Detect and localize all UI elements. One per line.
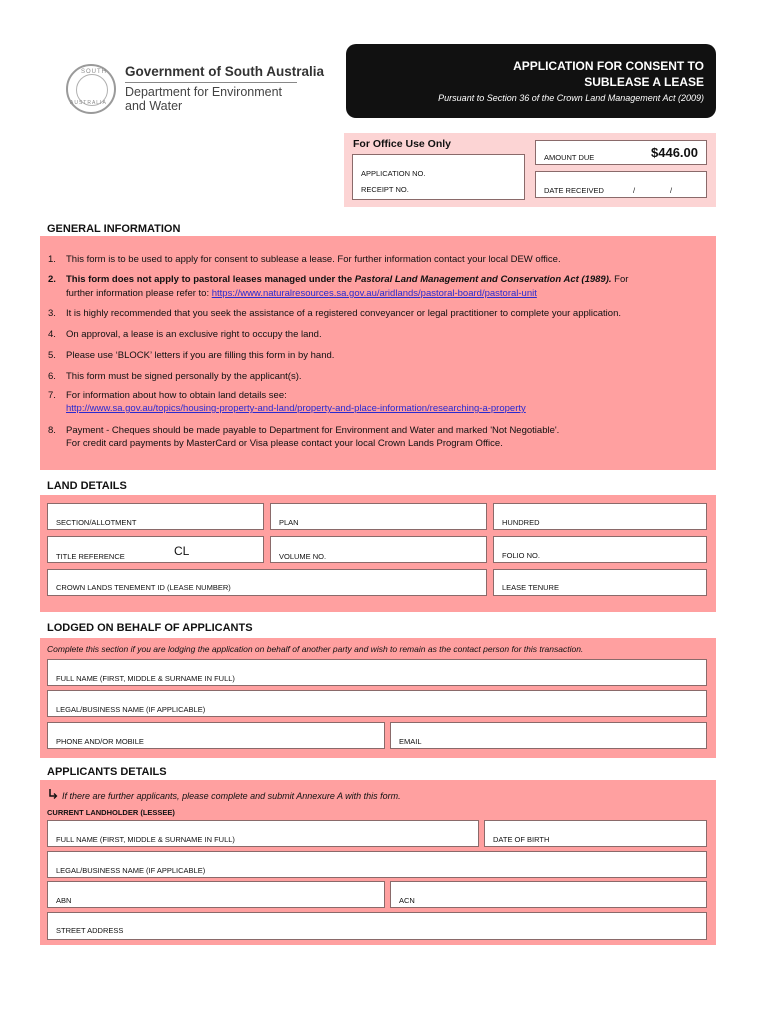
volume-no-label: VOLUME NO. xyxy=(279,552,327,561)
department-name xyxy=(125,85,282,113)
info-item-2-bold: This form does not apply to pastoral leases managed under the xyxy=(66,274,355,285)
info-item-5 xyxy=(48,349,334,362)
info-item-3-text: It is highly recommended that you seek the assistance of a registered conveyancer or legal practitioner to complete your application. xyxy=(66,308,621,319)
pastoral-unit-link[interactable]: https://www.naturalresources.sa.gov.au/aridlands/pastoral-board/pastoral-unit xyxy=(211,288,537,299)
application-no-label: APPLICATION NO. xyxy=(361,169,426,178)
info-item-2-act: Pastoral Land Management and Conservation Act (1989). xyxy=(354,274,612,285)
date-separator-2: / xyxy=(670,186,673,195)
street-address-label: STREET ADDRESS xyxy=(56,926,124,935)
amount-due-label: AMOUNT DUE xyxy=(544,153,595,162)
receipt-no-label: RECEIPT NO. xyxy=(361,185,409,194)
applicants-heading: APPLICANTS DETAILS xyxy=(47,766,167,778)
info-item-5-number: 5. xyxy=(48,350,56,361)
info-item-7-number: 7. xyxy=(48,390,56,401)
section-allotment-field[interactable] xyxy=(47,503,264,530)
current-landholder-label: CURRENT LANDHOLDER (LESSEE) xyxy=(47,808,175,817)
amount-due-field[interactable] xyxy=(535,140,707,165)
lodged-email-field[interactable] xyxy=(390,722,707,749)
folio-no-field[interactable] xyxy=(493,536,707,563)
info-item-6 xyxy=(48,370,302,383)
info-item-2-line2 xyxy=(66,287,537,300)
info-item-4-number: 4. xyxy=(48,329,56,340)
info-item-5-text: Please use ‘BLOCK’ letters if you are filling this form in by hand. xyxy=(66,350,335,361)
lodged-note: Complete this section if you are lodging the application on behalf of another party and wish to remain as the contact person for this transaction. xyxy=(47,644,584,654)
info-item-1 xyxy=(48,253,561,266)
title-reference-value: CL xyxy=(174,544,190,558)
info-item-2 xyxy=(48,273,628,286)
info-item-7-text: For information about how to obtain land details see: xyxy=(66,390,287,401)
lodged-phone-field[interactable] xyxy=(47,722,385,749)
form-title-line-2: SUBLEASE A LEASE xyxy=(584,75,704,89)
title-reference-field[interactable] xyxy=(47,536,264,563)
info-item-2-tail: For xyxy=(611,274,629,285)
date-of-birth-label: DATE OF BIRTH xyxy=(493,835,550,844)
application-receipt-field[interactable] xyxy=(352,154,525,200)
info-item-4-text: On approval, a lease is an exclusive right to occupy the land. xyxy=(66,329,322,340)
office-use-box xyxy=(344,133,716,207)
applicant-full-name-label: FULL NAME (FIRST, MIDDLE & SURNAME IN FULL) xyxy=(56,835,235,844)
plan-field[interactable] xyxy=(270,503,487,530)
applicants-note: If there are further applicants, please complete and submit Annexure A with this form. xyxy=(62,791,401,801)
header-divider xyxy=(125,82,297,83)
info-item-4 xyxy=(48,328,322,341)
crown-lands-id-label: CROWN LANDS TENEMENT ID (LEASE NUMBER) xyxy=(56,583,231,592)
date-received-label: DATE RECEIVED xyxy=(544,186,604,195)
lodged-heading: LODGED ON BEHALF OF APPLICANTS xyxy=(47,622,253,634)
plan-label: PLAN xyxy=(279,518,299,527)
acn-field[interactable] xyxy=(390,881,707,908)
info-item-8-number: 8. xyxy=(48,425,56,436)
lodged-email-label: EMAIL xyxy=(399,737,422,746)
section-allotment-label: SECTION/ALLOTMENT xyxy=(56,518,137,527)
lease-tenure-field[interactable] xyxy=(493,569,707,596)
folio-no-label: FOLIO NO. xyxy=(502,551,540,560)
info-item-3 xyxy=(48,307,621,320)
lodged-business-name-field[interactable] xyxy=(47,690,707,717)
crown-lands-id-field[interactable] xyxy=(47,569,487,596)
info-item-8 xyxy=(48,424,559,437)
applicant-full-name-field[interactable] xyxy=(47,820,479,847)
amount-due-value: $446.00 xyxy=(651,145,698,160)
info-item-1-number: 1. xyxy=(48,254,56,265)
info-item-7-line2 xyxy=(66,402,526,415)
hundred-field[interactable] xyxy=(493,503,707,530)
seal-text-top: SOUTH xyxy=(81,69,107,75)
street-address-field[interactable] xyxy=(47,912,707,940)
form-subtitle: Pursuant to Section 36 of the Crown Land Management Act (2009) xyxy=(438,93,704,103)
general-information-heading: GENERAL INFORMATION xyxy=(47,223,181,235)
title-reference-label: TITLE REFERENCE xyxy=(56,552,125,561)
seal-text-side: AUSTRALIA xyxy=(70,100,107,106)
lodged-full-name-label: FULL NAME (FIRST, MIDDLE & SURNAME IN FULL) xyxy=(56,674,235,683)
info-item-7 xyxy=(48,389,287,402)
abn-field[interactable] xyxy=(47,881,385,908)
arrow-down-right-icon xyxy=(48,788,58,800)
lodged-panel xyxy=(40,638,716,758)
land-details-link[interactable]: http://www.sa.gov.au/topics/housing-property-and-land/property-and-place-information/researching-a-property xyxy=(66,403,526,414)
info-item-1-text: This form is to be used to apply for consent to sublease a lease. For further information contact your local DEW office. xyxy=(66,254,561,265)
lodged-full-name-field[interactable] xyxy=(47,659,707,686)
info-item-6-number: 6. xyxy=(48,371,56,382)
lease-tenure-label: LEASE TENURE xyxy=(502,583,559,592)
office-use-heading: For Office Use Only xyxy=(353,138,452,150)
acn-label: ACN xyxy=(399,896,415,905)
department-line-2: and Water xyxy=(125,99,183,113)
form-title-line-1: APPLICATION FOR CONSENT TO xyxy=(513,59,704,73)
volume-no-field[interactable] xyxy=(270,536,487,563)
lodged-phone-label: PHONE AND/OR MOBILE xyxy=(56,737,144,746)
info-item-3-number: 3. xyxy=(48,308,56,319)
date-separator-1: / xyxy=(633,186,636,195)
date-of-birth-field[interactable] xyxy=(484,820,707,847)
department-line-1: Department for Environment xyxy=(125,85,283,99)
applicants-panel xyxy=(40,780,716,945)
info-item-8-text: Payment - Cheques should be made payable to Department for Environment and Water and marked 'Not Negotiable'. xyxy=(66,425,560,436)
government-seal-icon xyxy=(66,64,116,114)
info-item-8-line2: For credit card payments by MasterCard or Visa please contact your local Crown Lands Program Office. xyxy=(66,438,503,449)
land-details-heading: LAND DETAILS xyxy=(47,480,127,492)
hundred-label: HUNDRED xyxy=(502,518,540,527)
applicant-business-name-label: LEGAL/BUSINESS NAME (IF APPLICABLE) xyxy=(56,866,206,875)
info-item-2-number: 2. xyxy=(48,274,56,285)
applicant-business-name-field[interactable] xyxy=(47,851,707,878)
date-received-field[interactable] xyxy=(535,171,707,198)
abn-label: ABN xyxy=(56,896,72,905)
info-item-2-refer: further information please refer to: xyxy=(66,288,212,299)
lodged-business-name-label: LEGAL/BUSINESS NAME (IF APPLICABLE) xyxy=(56,705,206,714)
land-details-panel xyxy=(40,495,716,612)
government-title: Government of South Australia xyxy=(125,64,325,79)
general-information-panel xyxy=(40,236,716,470)
form-title-box xyxy=(346,44,716,118)
info-item-6-text: This form must be signed personally by the applicant(s). xyxy=(66,371,302,382)
